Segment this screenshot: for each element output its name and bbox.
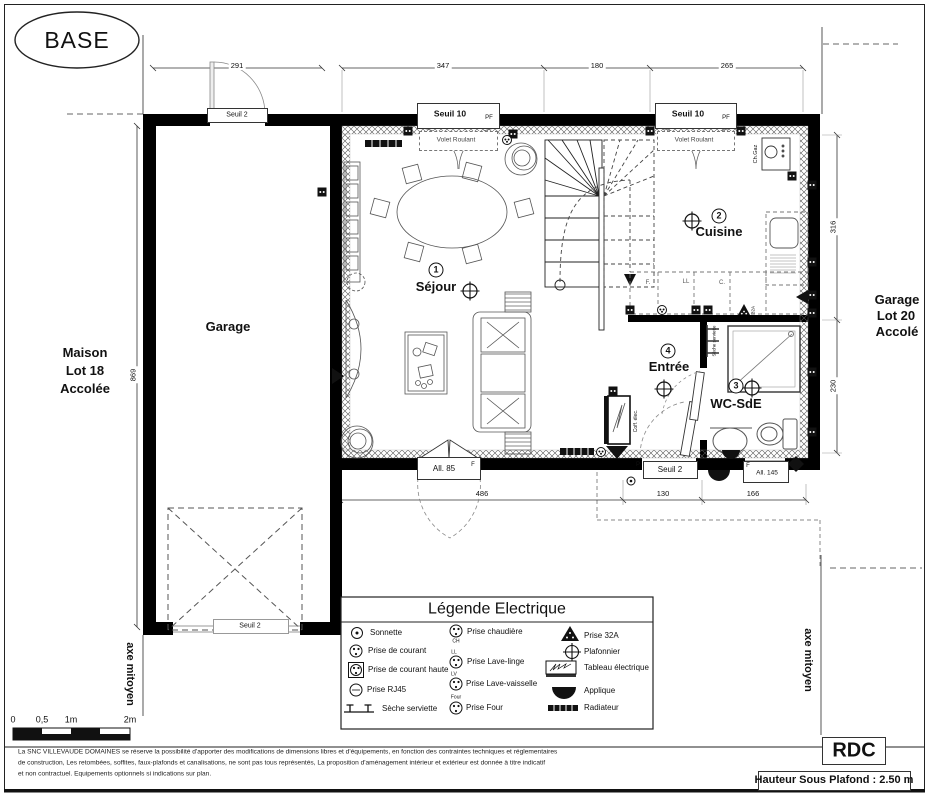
stairs <box>545 140 654 330</box>
scale-bar <box>13 728 130 740</box>
window-all145-label: All. 145 <box>756 469 778 477</box>
legend-tag-four: Four <box>450 694 462 701</box>
legend-radiateur: Radiateur <box>584 702 619 712</box>
room-cuisine-label: Cuisine <box>695 224 743 240</box>
room-garage-label: Garage <box>205 319 251 335</box>
legend-rj45: Prise RJ45 <box>367 684 407 694</box>
seche-serviette-label: Sèche serviette <box>711 325 717 357</box>
window2-pf-label: PF <box>722 114 730 121</box>
front-door-p: P <box>635 461 641 468</box>
window1-pf-label: PF <box>485 114 493 121</box>
window-all85-label: All. 85 <box>432 463 456 473</box>
window-all85-f: F <box>471 461 475 468</box>
walls <box>143 114 820 635</box>
axe-mitoyen-left: axe mitoyen <box>124 642 136 706</box>
note-lot20: Lot 20 <box>876 308 916 324</box>
window2-shutter-label: Volet Roulant <box>674 136 714 144</box>
room-sejour-label: Séjour <box>415 279 457 295</box>
garage-top-door-label: Seuil 2 <box>226 111 248 119</box>
note-garage-right: Garage <box>874 292 920 308</box>
note-maison: Maison <box>62 345 108 361</box>
note-accolee: Accolée <box>60 381 110 397</box>
dim-right-230: 230 <box>828 379 838 393</box>
chgaz-label: Ch.Gaz <box>753 144 759 164</box>
dim-top-265: 265 <box>720 61 734 71</box>
radiators <box>365 136 594 455</box>
appliance-ll-tag: LL <box>682 278 690 285</box>
legend-plafonnier: Plafonnier <box>584 646 621 656</box>
sejour-furniture <box>341 143 537 458</box>
room-wc-label: WC-SdE <box>710 396 762 412</box>
dim-top-180: 180 <box>590 61 604 71</box>
garage-details <box>168 62 302 632</box>
legend-tag-ch: CH <box>452 638 460 645</box>
legend-prise-courant: Prise de courant <box>368 645 427 655</box>
dim-left-869: 869 <box>128 368 138 382</box>
legend-prise-32a: Prise 32A <box>584 630 619 640</box>
garage-bottom-door-label: Seuil 2 <box>239 622 261 630</box>
note-lot18: Lot 18 <box>65 363 105 379</box>
disclaimer-line3: et non contractuel. Equipements optionnels si indications sur plan. <box>18 770 212 778</box>
legend-prise-lave-vaisselle: Prise Lave-vaisselle <box>466 678 538 688</box>
window1-shutter-label: Volet Roulant <box>436 136 476 144</box>
dim-bottom-486: 486 <box>475 489 489 499</box>
scale-2m: 2m <box>123 714 137 725</box>
window1-seuil-label: Seuil 10 <box>433 108 467 119</box>
legend-prise-haute: Prise de courant haute <box>368 664 449 674</box>
legend-tag-lv: LV <box>451 671 457 678</box>
window2-seuil-label: Seuil 10 <box>671 108 705 119</box>
legend-sonnette: Sonnette <box>370 627 403 637</box>
legend-prise-chaudiere: Prise chaudière <box>467 626 523 636</box>
room-number-entree: 4 <box>661 344 676 359</box>
legend-prise-lave-linge: Prise Lave-linge <box>467 656 525 666</box>
dim-right-316: 316 <box>828 220 838 234</box>
room-entree-label: Entrée <box>648 359 690 375</box>
legend-tag-ll: LL <box>451 649 457 656</box>
front-door-label: Seuil 2 <box>657 464 683 474</box>
dim-bottom-166: 166 <box>746 489 760 499</box>
dim-bottom-130: 130 <box>656 489 670 499</box>
dim-top-291: 291 <box>230 61 244 71</box>
disclaimer-line1: La SNC VILLEVAUDE DOMAINES se réserve la possibilité d'apporter des modifications de dimensions libres et d'équipements, en fonction des contraintes techniques et réglementaires <box>18 748 558 756</box>
axe-mitoyen-right: axe mitoyen <box>802 628 814 692</box>
scale-05: 0,5 <box>35 714 49 725</box>
appliance-c-tag: C. <box>719 279 725 286</box>
coff-elec-label: Coff. élec. <box>633 409 639 433</box>
scale-1m: 1m <box>64 714 78 725</box>
room-number-sejour: 1 <box>429 263 444 278</box>
room-number-cuisine: 2 <box>712 209 727 224</box>
rdc-label: RDC <box>832 739 876 762</box>
legend-tableau-electrique: Tableau électrique <box>584 662 649 672</box>
legend-applique: Applique <box>584 685 616 695</box>
base-label: BASE <box>44 26 110 53</box>
window-all145-f: F <box>746 462 750 469</box>
note-accole: Accolé <box>875 324 919 340</box>
prise-32a-tag: 32A <box>750 305 756 315</box>
ceiling-height-label: Hauteur Sous Plafond : 2.50 m <box>754 774 914 787</box>
legend-prise-four: Prise Four <box>466 702 503 712</box>
appliance-four-tag: F. <box>645 279 651 286</box>
legend-seche-serviette: Sèche serviette <box>382 703 438 713</box>
dim-top-347: 347 <box>436 61 450 71</box>
disclaimer-line2: de construction, Les retombées, soffites, faux-plafonds et canalisations, ne sont pas tous représentés, La proposition d'aménagement intérieur et extérieur est donnée à titre indicatif <box>18 759 546 767</box>
room-number-wc: 3 <box>729 379 744 394</box>
scale-0: 0 <box>10 714 16 725</box>
legend-title: Légende Electrique <box>428 600 566 618</box>
